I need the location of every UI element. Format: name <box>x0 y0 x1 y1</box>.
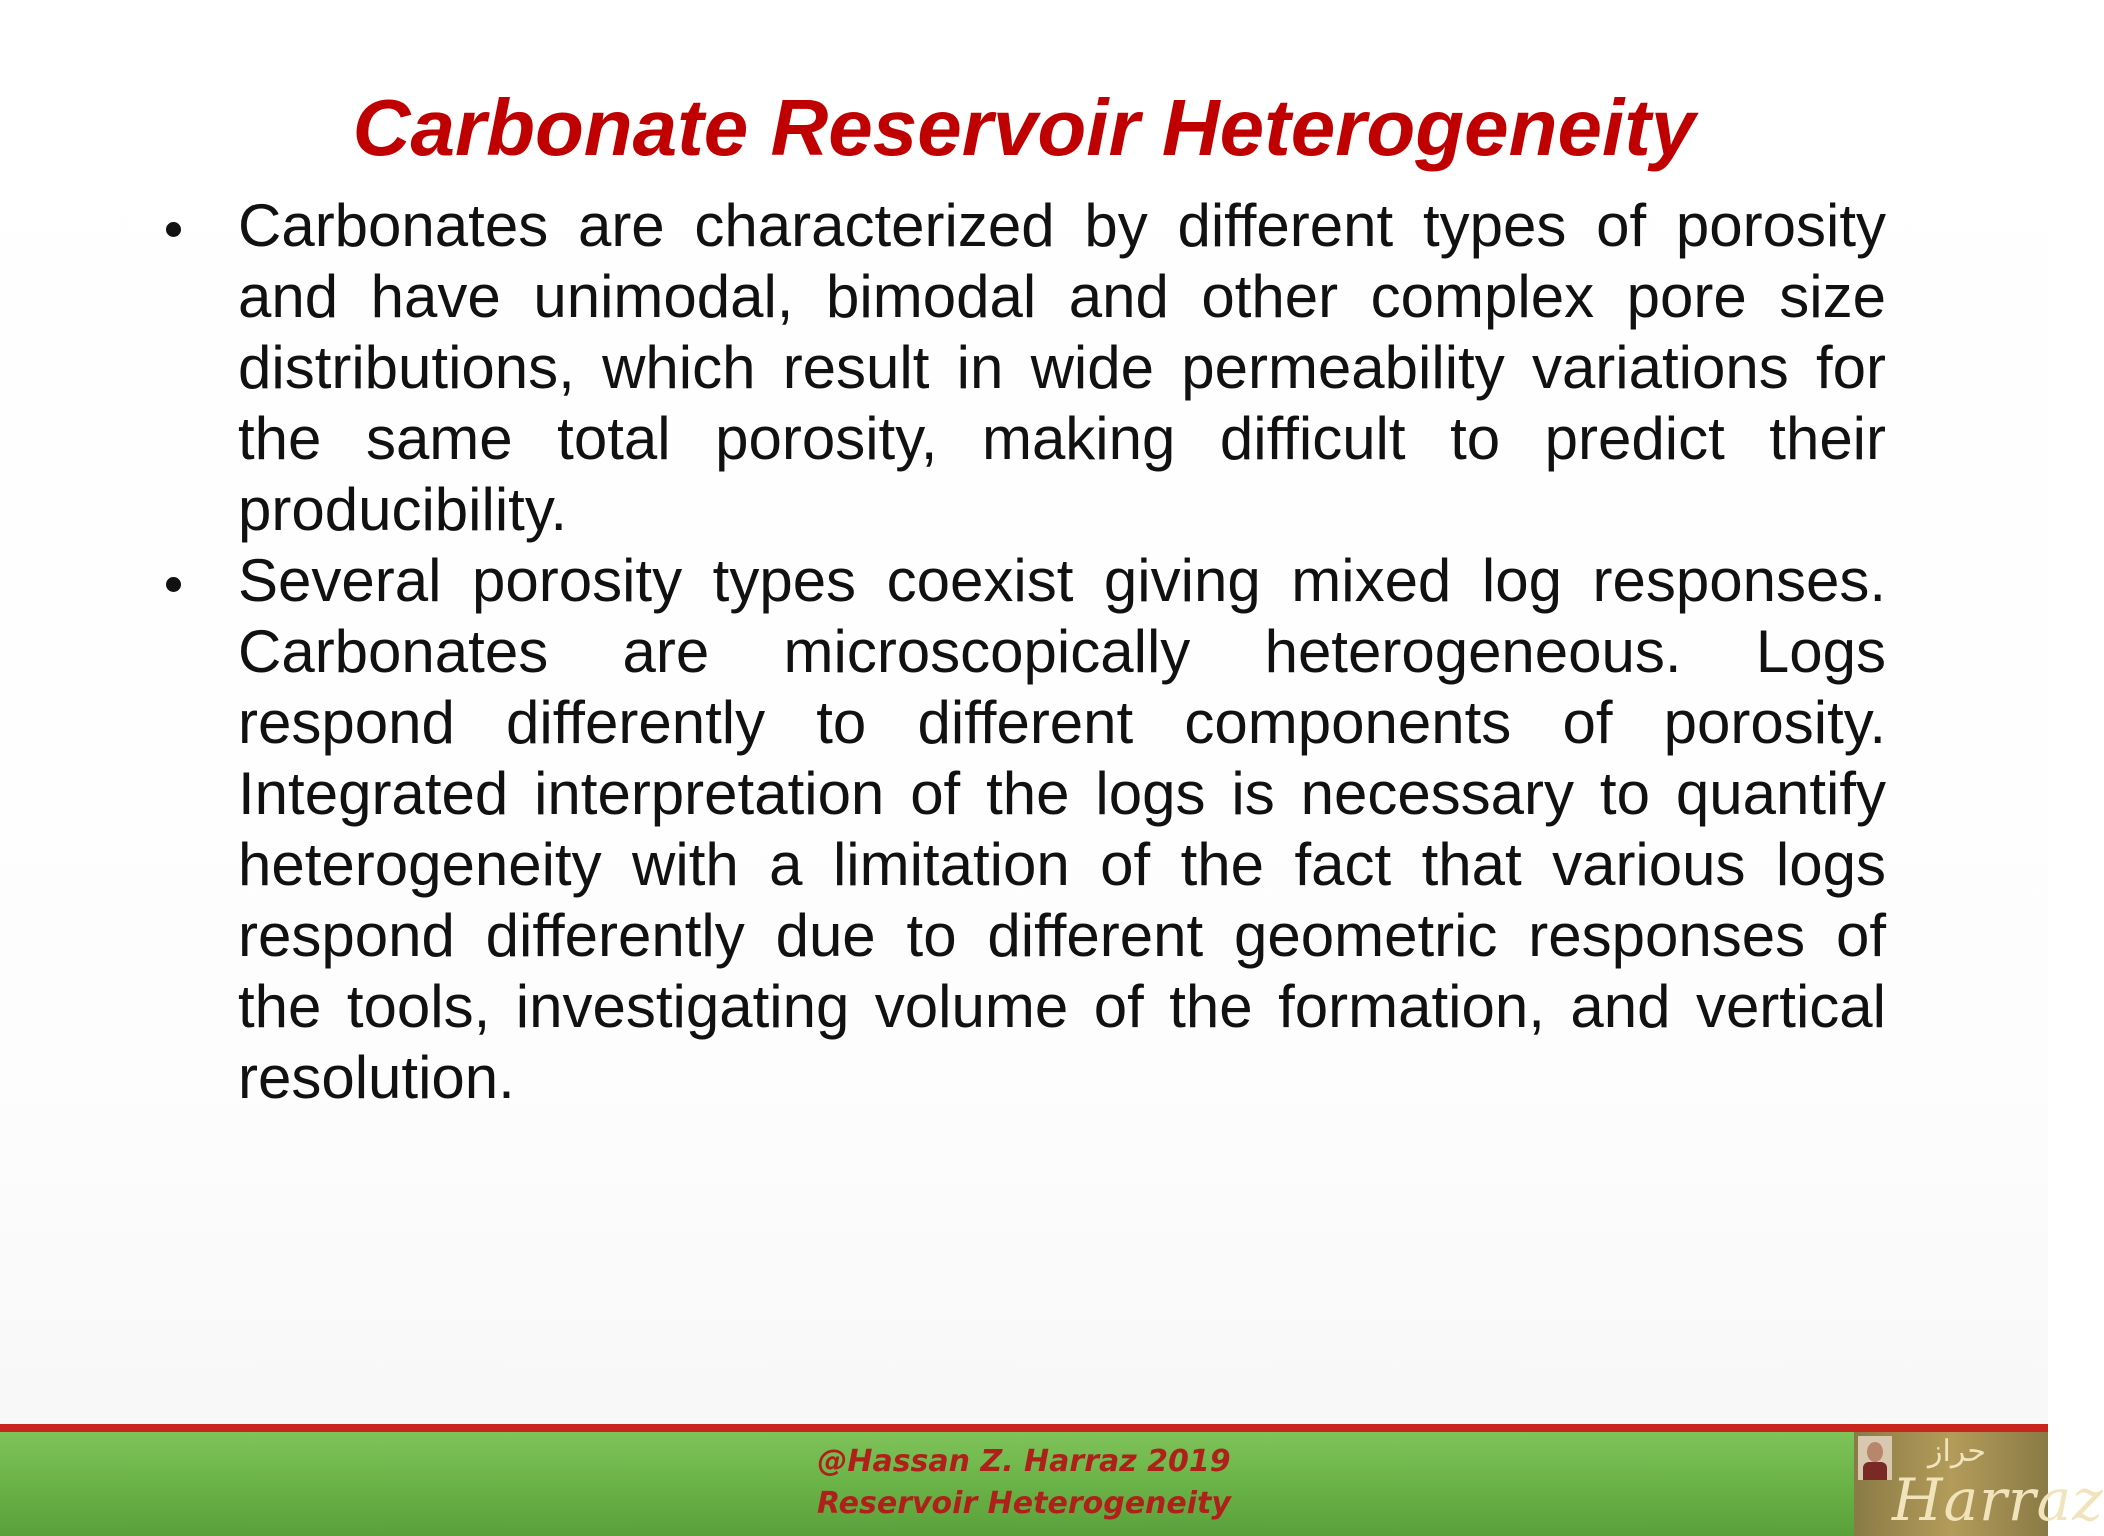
author-photo-body <box>1863 1462 1887 1480</box>
footer-topic: Reservoir Heterogeneity <box>817 1486 1231 1521</box>
bullet-item <box>160 545 1886 1113</box>
bullet-text: Several porosity types coexist giving mixed log responses. Carbonates are microscopically heterogeneous. Logs respond differently to different components of porosity. Integrated interpretation of the logs is necessary to quantify heterogeneity with a limitation of the fact that various logs respond differently due to different geometric responses of the tools, investigating volume of the formation, and vertical resolution. <box>238 547 1886 1111</box>
bullet-dot-icon <box>166 222 181 237</box>
bullet-item <box>160 190 1886 545</box>
logo-text: Harraz <box>1892 1466 2104 1534</box>
slide-title: Carbonate Reservoir Heterogeneity <box>352 83 1696 172</box>
author-photo-head <box>1867 1442 1883 1462</box>
bullet-text: Carbonates are characterized by different types of porosity and have unimodal, bimodal and other complex pore size distributions, which result in wide permeability variations for the same total porosity, making difficult to predict their producibility. <box>238 192 1886 543</box>
harraz-logo <box>1854 1432 2104 1536</box>
logo-arabic-text: حراز <box>1928 1434 1986 1469</box>
footer-divider <box>0 1424 2048 1432</box>
author-photo <box>1858 1436 1892 1480</box>
bullet-list <box>160 190 1886 1113</box>
bullet-dot-icon <box>166 577 181 592</box>
footer-author: @Hassan Z. Harraz 2019 <box>817 1444 1231 1479</box>
